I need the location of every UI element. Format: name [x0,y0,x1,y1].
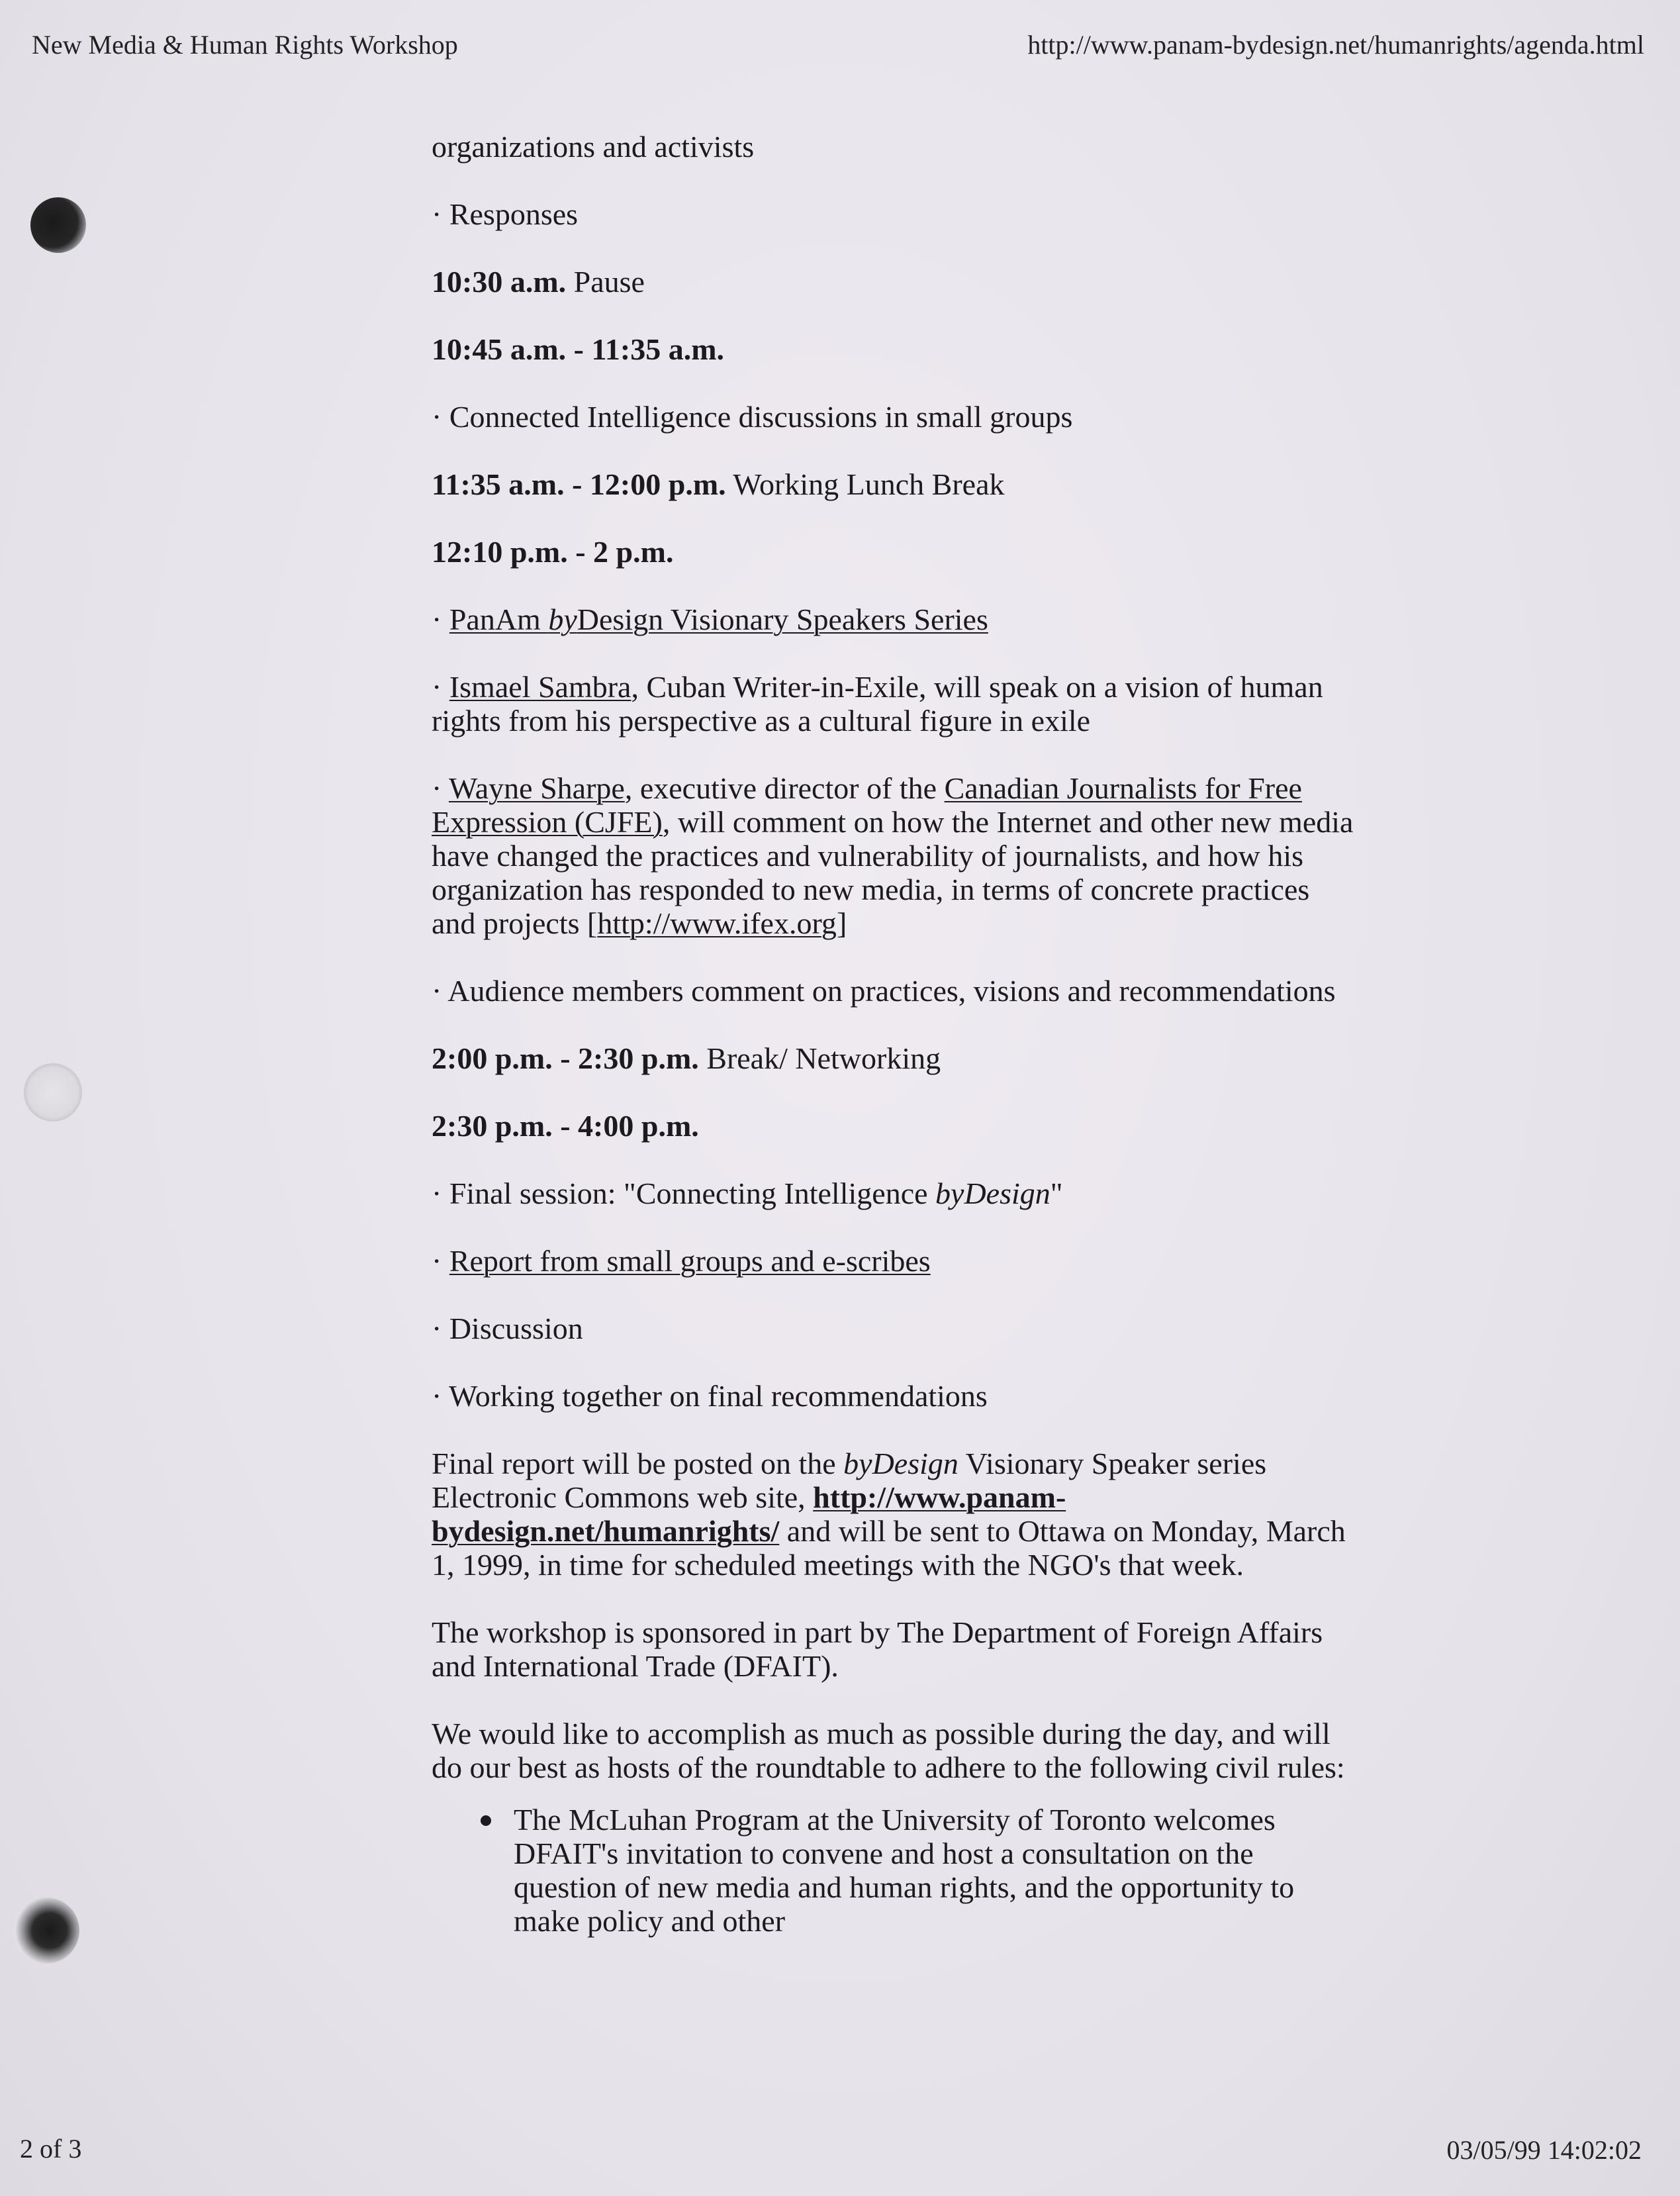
time-label: 10:30 a.m. [432,265,567,299]
page-number: 2 of 3 [20,2134,82,2164]
agenda-item-speakers-series: · PanAm byDesign Visionary Speakers Series [432,602,988,636]
speakers-series-link[interactable]: PanAm byDesign Visionary Speakers Series [449,602,988,636]
ifex-link[interactable]: http://www.ifex.org [597,906,837,940]
agenda-item-working: · Working together on final recommendations [432,1379,988,1413]
print-timestamp: 03/05/99 14:02:02 [1446,2135,1642,2165]
agenda-item-audience: · Audience members comment on practices, visions and recommendations [432,974,1336,1008]
agenda-slot-230 [432,1109,1358,1143]
punch-hole-bottom [13,1897,79,1964]
agenda-item-sambra: · Ismael Sambra, Cuban Writer-in-Exile, will speak on a vision of human rights from his perspective as a cultural figure in exile [432,670,1323,738]
time-label: 2:00 p.m. - 2:30 p.m. [432,1041,699,1075]
punch-hole-top [30,197,86,253]
print-header-title: New Media & Human Rights Workshop [32,30,458,60]
wayne-sharpe-link[interactable]: Wayne Sharpe [449,771,625,805]
text-line: organizations and activists [432,130,755,164]
agenda-item-sharpe: · Wayne Sharpe, executive director of the Canadian Journalists for Free Expression (CJFE), will comment on how the Internet and other new media have changed the practices and vulnerability of journalists, and how his organization has responded to new media, in terms of concrete practices and projects [http://www.ifex.org] [432,771,1354,940]
report-link[interactable]: Report from small groups and e-scribes [449,1244,931,1278]
agenda-slot-1045 [432,332,1358,366]
time-label: 12:10 p.m. - 2 p.m. [432,535,674,569]
ismael-sambra-link[interactable]: Ismael Sambra [449,670,631,704]
agenda-slot-1210 [432,535,1358,569]
time-label: 11:35 a.m. - 12:00 p.m. [432,467,726,501]
agenda-item-final-session: · Final session: "Connecting Intelligence byDesign" [432,1176,1063,1210]
final-report-paragraph: Final report will be posted on the byDesign Visionary Speaker series Electronic Commons web site, http://www.panam-bydesign.net/humanrights/ and will be sent to Ottawa on Monday, March 1, 1999, in time for scheduled meetings with the NGO's that week. [432,1447,1346,1582]
punch-hole-middle [24,1063,82,1122]
agenda-item-connected: · Connected Intelligence discussions in small groups [432,400,1073,434]
sponsor-paragraph: The workshop is sponsored in part by The Department of Foreign Affairs and International Trade (DFAIT). [432,1615,1323,1683]
time-label: 2:30 p.m. - 4:00 p.m. [432,1109,699,1143]
agenda-content [432,130,1358,1938]
agenda-item-responses: · Responses [432,197,579,231]
list-item: The McLuhan Program at the University of Toronto welcomes DFAIT's invitation to convene and host a consultation on the question of new media and human rights, and the opportunity to make policy and other [514,1803,1358,1938]
civil-rules-list [432,1803,1358,1938]
accomplish-paragraph: We would like to accomplish as much as possible during the day, and will do our best as hosts of the roundtable to adhere to the following civil rules: [432,1717,1345,1784]
agenda-slot-200: 2:00 p.m. - 2:30 p.m. Break/ Networking [432,1041,941,1075]
humanrights-site-link[interactable]: http://www.panam-bydesign.net/humanrights/ [432,1480,1066,1548]
print-header-url: http://www.panam-bydesign.net/humanrights/agenda.html [1027,30,1644,60]
time-label: 10:45 a.m. - 11:35 a.m. [432,332,725,366]
agenda-slot-1030: 10:30 a.m. Pause [432,265,645,299]
agenda-item-report: · Report from small groups and e-scribes [432,1244,931,1278]
cjfe-link[interactable]: Canadian Journalists for Free Expression (CJFE) [432,771,1302,839]
agenda-item-discussion: · Discussion [432,1312,583,1345]
agenda-slot-1135: 11:35 a.m. - 12:00 p.m. Working Lunch Break [432,467,1005,501]
